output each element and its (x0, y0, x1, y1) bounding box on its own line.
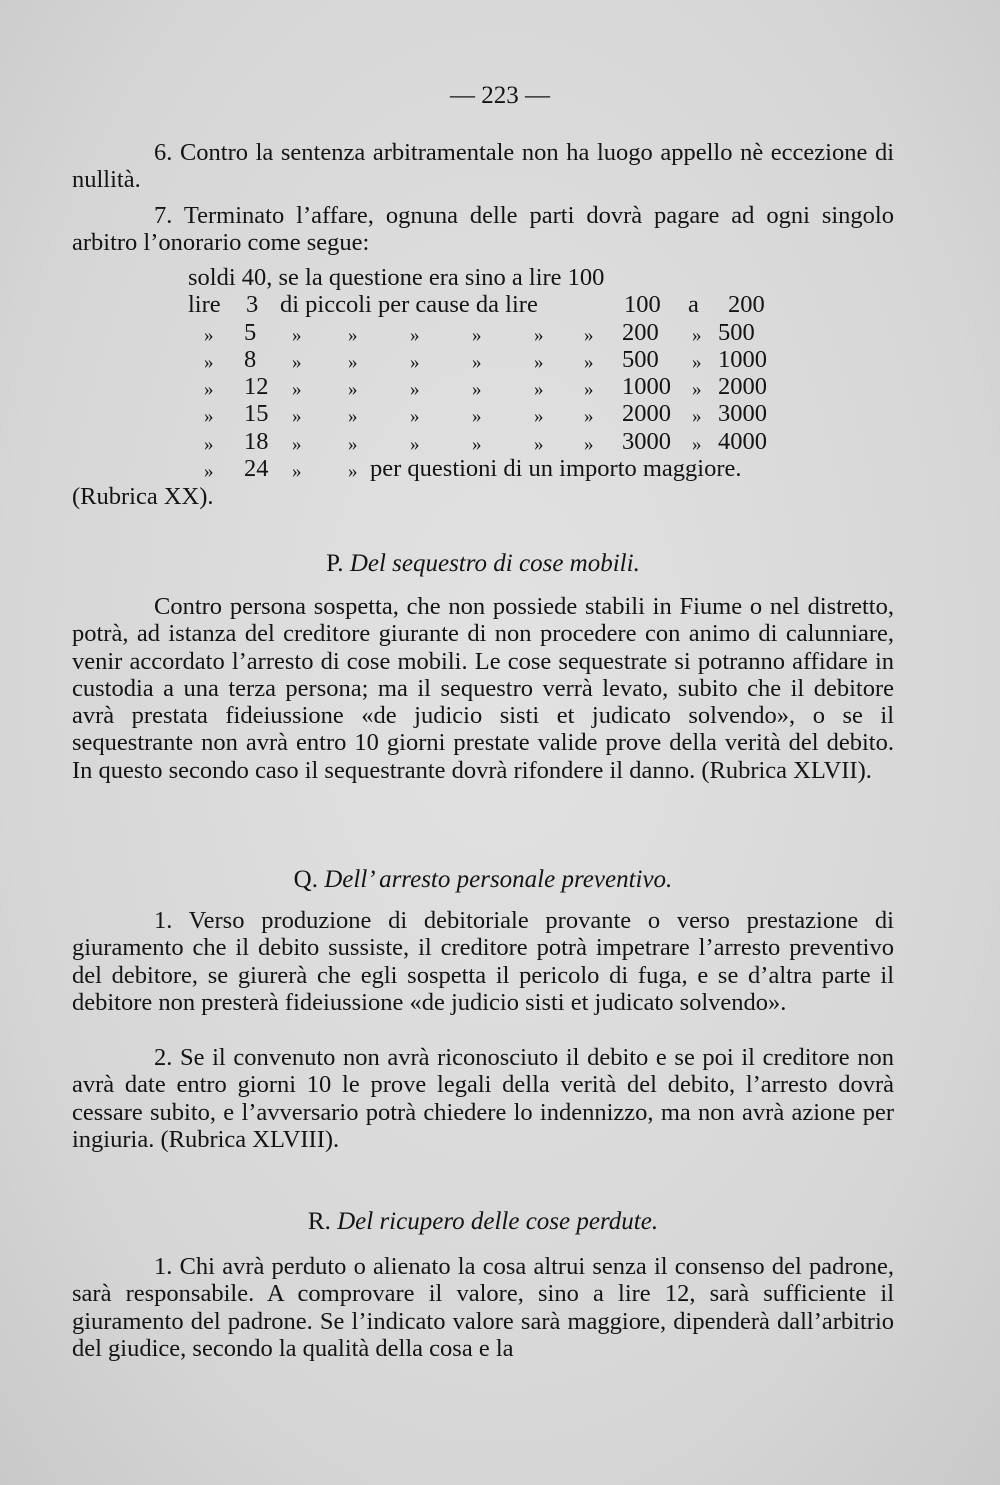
ditto-mark: » (204, 351, 214, 373)
ditto-mark: » (410, 379, 420, 401)
ditto-mark: » (534, 351, 544, 373)
fee-table (188, 264, 788, 482)
ditto-mark: » (692, 433, 702, 455)
paragraph-text: 6. Contro la sentenza arbitramentale non ha luogo appello nè eccezione di nullità. (72, 139, 894, 194)
section-heading-p (72, 550, 894, 577)
ditto-mark: » (204, 379, 214, 401)
fee-from: 200 (622, 318, 659, 346)
ditto-mark: » (534, 433, 544, 455)
ditto-mark: » (348, 433, 358, 455)
ditto-mark: » (204, 324, 214, 346)
fee-row-first (188, 264, 788, 291)
section-title: Del ricupero delle cose perdute. (337, 1208, 659, 1235)
ditto-mark: » (472, 379, 482, 401)
section-letter: Q. (293, 866, 318, 893)
fee-to: 1000 (718, 345, 767, 373)
paragraph-q2 (72, 1044, 894, 1153)
ditto-mark: » (472, 406, 482, 428)
fee-amount: 12 (244, 373, 269, 401)
ditto-mark: » (410, 406, 420, 428)
paragraph-text: 1. Verso produzione di debitoriale provante o verso prestazione di giuramento che il debito sussiste, il creditore potrà impetrare l’arresto preventivo del debitore, se giurerà che egli sospetta il pericolo di fuga, e se d’altra parte il debitore non presterà fideiussione «de judicio sisti et judicato solvendo». (72, 907, 894, 1016)
ditto-mark: » (410, 324, 420, 346)
fee-amount: 18 (244, 427, 269, 455)
ditto-mark: » (410, 351, 420, 373)
paragraph-text: Contro persona sospetta, che non possiede stabili in Fiume o nel distretto, potrà, ad istanza del creditore giurante di non procedere con animo di calunniare, venir accordato l’arresto di cose mobili. Le cose sequestrate si potranno affidare in custodia a una terza persona; ma il sequestro verrà levato, subito che il debitore avrà prestata fideiussione «de judicio sisti et judicato solvendo», o se il sequestrante non avrà entro 10 giorni prestate valide prove della verità del debito. In questo secondo caso il sequestrante dovrà rifondere il danno. (Rubrica XLVII). (72, 593, 894, 784)
fee-from: 2000 (622, 400, 671, 428)
ditto-mark: » (292, 433, 302, 455)
fee-row (188, 373, 788, 400)
fee-text: di piccoli per cause da lire (280, 291, 538, 319)
paragraph-r1 (72, 1253, 894, 1362)
section-letter: R. (307, 1208, 331, 1235)
fee-row (188, 400, 788, 427)
fee-a: a (688, 291, 699, 319)
fee-from: 3000 (622, 427, 671, 455)
fee-to: 500 (718, 318, 755, 346)
ditto-mark: » (292, 324, 302, 346)
fee-to: 3000 (718, 400, 767, 428)
page-number: — 223 — (450, 82, 550, 109)
fee-from: 500 (622, 345, 659, 373)
fee-amount: 15 (244, 400, 269, 428)
fee-to: 2000 (718, 373, 767, 401)
fee-amount: 5 (244, 318, 257, 346)
ditto-mark: » (584, 379, 594, 401)
ditto-mark: » (584, 324, 594, 346)
ditto-mark: » (410, 433, 420, 455)
fee-row-last (188, 455, 788, 482)
ditto-mark: » (348, 324, 358, 346)
rubrica-text: (Rubrica XX). (72, 483, 214, 510)
section-heading-q (72, 866, 894, 893)
ditto-mark: » (534, 379, 544, 401)
ditto-mark: » (584, 433, 594, 455)
ditto-mark: » (472, 433, 482, 455)
section-title: Dell’ arresto personale preventivo. (324, 866, 673, 893)
fee-amount: 24 (244, 455, 269, 483)
ditto-mark: » (204, 433, 214, 455)
fee-row-second (188, 291, 788, 318)
paragraph-6 (72, 139, 894, 194)
paragraph-text: 1. Chi avrà perduto o alienato la cosa altrui senza il consenso del padrone, sarà responsabile. A comprovare il valore, sino a lire 12, sarà sufficiente il giuramento del padrone. Se l’indicato valore sarà maggiore, dipenderà dall’arbitrio del giudice, secondo la qualità della cosa e la (72, 1253, 894, 1362)
fee-unit: lire (188, 291, 221, 319)
ditto-mark: » (348, 461, 358, 483)
ditto-mark: » (692, 406, 702, 428)
fee-rows (188, 319, 788, 455)
fee-to: 200 (728, 291, 765, 319)
ditto-mark: » (348, 351, 358, 373)
fee-first-line: soldi 40, se la questione era sino a lire 100 (188, 264, 605, 291)
section-title: Del sequestro di cose mobili. (349, 550, 640, 577)
ditto-mark: » (584, 351, 594, 373)
ditto-mark: » (292, 351, 302, 373)
paragraph-7 (72, 202, 894, 257)
fee-from: 100 (624, 291, 661, 319)
ditto-mark: » (292, 406, 302, 428)
ditto-mark: » (292, 461, 302, 483)
fee-row (188, 319, 788, 346)
ditto-mark: » (204, 461, 214, 483)
section-heading-r (72, 1208, 894, 1235)
ditto-mark: » (692, 324, 702, 346)
ditto-mark: » (292, 379, 302, 401)
ditto-mark: » (692, 379, 702, 401)
paragraph-q1 (72, 907, 894, 1016)
ditto-mark: » (472, 324, 482, 346)
fee-text: per questioni di un importo maggiore. (370, 455, 742, 483)
fee-amount: 3 (246, 291, 259, 319)
paragraph-text: 2. Se il convenuto non avrà riconosciuto il debito e se poi il creditore non avrà date entro giorni 10 le prove legali della verità del debito, l’arresto dovrà cessare subito, e l’avversario potrà chiedere lo indennizzo, ma non avrà azione per ingiuria. (Rubrica XLVIII). (72, 1044, 894, 1153)
paragraph-text: 7. Terminato l’affare, ognuna delle parti dovrà pagare ad ogni singolo arbitro l’onorario come segue: (72, 202, 894, 257)
rubrica-xx (72, 483, 894, 510)
fee-from: 1000 (622, 373, 671, 401)
fee-row (188, 346, 788, 373)
fee-to: 4000 (718, 427, 767, 455)
ditto-mark: » (584, 406, 594, 428)
section-letter: P. (326, 550, 344, 577)
paragraph-p (72, 593, 894, 784)
ditto-mark: » (348, 406, 358, 428)
ditto-mark: » (204, 406, 214, 428)
ditto-mark: » (692, 351, 702, 373)
ditto-mark: » (534, 406, 544, 428)
fee-row (188, 428, 788, 455)
fee-amount: 8 (244, 345, 257, 373)
ditto-mark: » (472, 351, 482, 373)
ditto-mark: » (348, 379, 358, 401)
ditto-mark: » (534, 324, 544, 346)
